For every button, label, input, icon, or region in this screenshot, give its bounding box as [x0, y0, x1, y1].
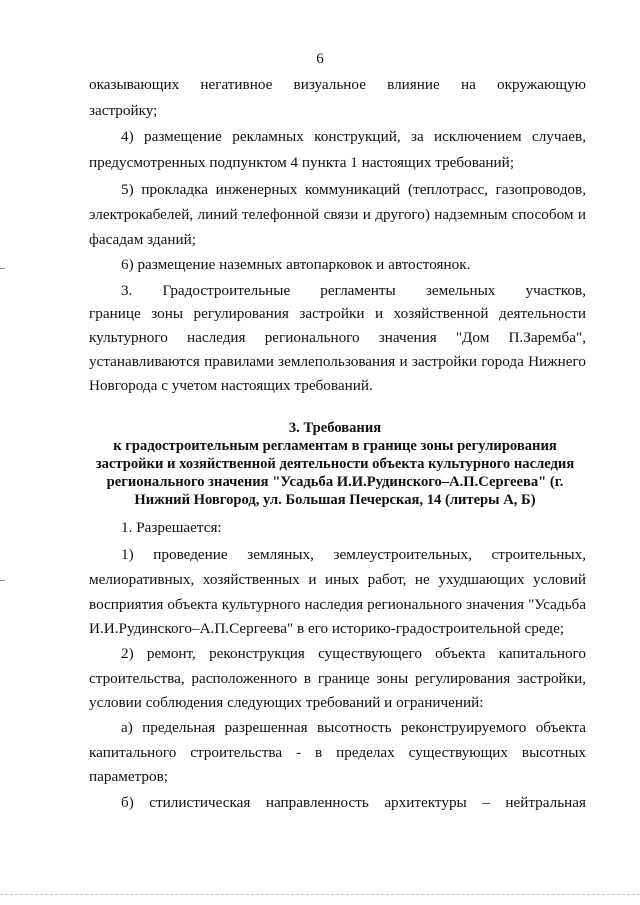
text-line: мелиоративных, хозяйственных и иных работ, не ухудшающих условий: [89, 571, 586, 588]
section-heading-line: к градостроительным регламентам в границе зоны регулирования: [113, 438, 557, 454]
text-line: оказывающих негативное визуальное влияние на окружающую: [89, 76, 586, 93]
text-line: застройку;: [89, 102, 158, 119]
text-line: 3. Градостроительные регламенты земельных участков,: [121, 282, 586, 299]
text-line: И.И.Рудинского–А.П.Сергеева" в его историко-градостроительной среде;: [89, 620, 565, 637]
text-line: границе зоны регулирования застройки и хозяйственной деятельности: [89, 305, 586, 322]
text-line: 1. Разрешается:: [121, 519, 222, 536]
text-line: а) предельная разрешенная высотность реконструируемого объекта: [121, 719, 586, 736]
text-line: параметров;: [89, 768, 168, 785]
text-line: строительства, расположенного в границе зоны регулирования застройки,: [89, 670, 586, 687]
section-heading-line: 3. Требования: [288, 420, 382, 436]
text-line: предусмотренных подпунктом 4 пункта 1 настоящих требований;: [89, 154, 515, 171]
text-line: 5) прокладка инженерных коммуникаций (теплотрасс, газопроводов,: [121, 181, 586, 198]
text-line: восприятия объекта культурного наследия регионального значения "Усадьба: [89, 596, 586, 613]
page-number: 6: [316, 51, 324, 67]
text-line: культурного наследия регионального значения "Дом П.Заремба",: [89, 329, 586, 346]
text-line: 4) размещение рекламных конструкций, за исключением случаев,: [121, 128, 586, 145]
scan-artifact: [0, 580, 5, 581]
section-heading-line: регионального значения "Усадьба И.И.Рудинского–А.П.Сергеева" (г.: [106, 474, 564, 490]
scan-edge: [0, 894, 640, 905]
text-line: 1) проведение земляных, землеустроительных, строительных,: [121, 546, 586, 563]
text-line: Новгорода с учетом настоящих требований.: [89, 377, 373, 394]
text-line: б) стилистическая направленность архитектуры – нейтральная: [121, 794, 586, 811]
section-heading-line: застройки и хозяйственной деятельности объекта культурного наследия: [95, 456, 575, 472]
scan-artifact: [0, 268, 5, 269]
text-line: 2) ремонт, реконструкция существующего объекта капитального: [121, 645, 586, 662]
text-line: устанавливаются правилами землепользования и застройки города Нижнего: [89, 353, 586, 370]
text-line: условии соблюдения следующих требований и ограничений:: [89, 694, 484, 711]
text-line: фасадам зданий;: [89, 231, 196, 248]
section-heading-line: Нижний Новгород, ул. Большая Печерская, 14 (литеры А, Б): [134, 492, 536, 508]
text-line: 6) размещение наземных автопарковок и автостоянок.: [121, 256, 471, 273]
text-line: электрокабелей, линий телефонной связи и другого) надземным способом и: [89, 206, 586, 223]
text-line: капитального строительства - в пределах существующих высотных: [89, 744, 586, 761]
